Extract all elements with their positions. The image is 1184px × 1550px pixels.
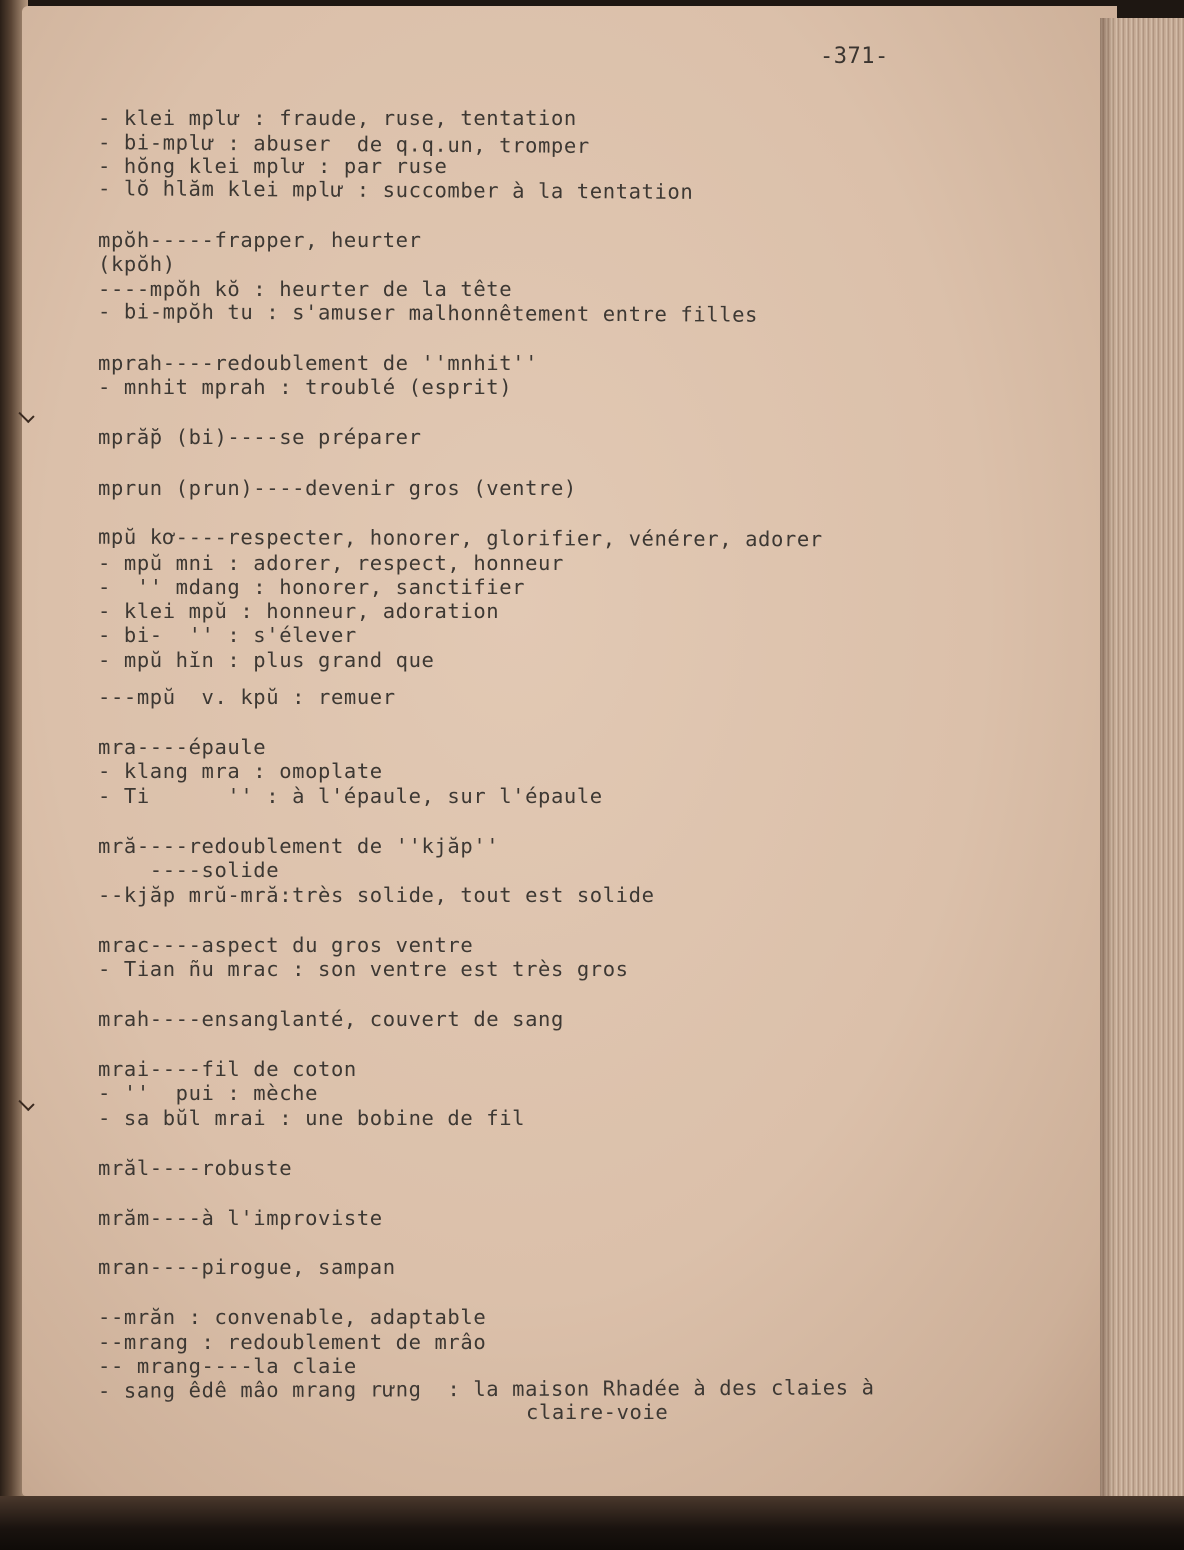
entry-headword: mrac----aspect du gros ventre [98, 933, 474, 957]
entry-headword: mran----pirogue, sampan [98, 1255, 396, 1279]
entry-line: - sang êdê mâo mrang rưng : la maison Rhadée à des claies à [97, 1375, 875, 1403]
entry-line: - sa bŭl mrai : une bobine de fil [98, 1106, 526, 1130]
entry-headword: mrăm----à l'improviste [98, 1206, 383, 1230]
entry-line: - '' pui : mèche [98, 1081, 319, 1105]
entry-line: - mnhit mprah : troublé (esprit) [98, 375, 513, 399]
page-stack-edge [1100, 18, 1184, 1510]
entry-line: - lŏ hlăm klei mplư : succomber à la tentation [97, 176, 694, 204]
entry-line-continuation: claire-voie [526, 1400, 669, 1424]
entry-line: --mrang : redoublement de mrâo [98, 1330, 487, 1354]
entry-line: - Ti '' : à l'épaule, sur l'épaule [98, 784, 603, 808]
page-number: -371- [820, 44, 889, 69]
entry-line: --mrăn : convenable, adaptable [98, 1305, 487, 1329]
entry-line: (kpŏh) [98, 252, 176, 276]
entry-line: - bi- '' : s'élever [98, 623, 357, 647]
entry-headword: mpŭ kơ----respecter, honorer, glorifier, vénérer, adorer [97, 524, 823, 552]
bottom-shadow [0, 1496, 1184, 1550]
entry-headword: mrăl----robuste [98, 1156, 293, 1180]
entry-line: - mpŭ hĭn : plus grand que [98, 648, 435, 672]
entry-line: - bi-mpŏh tu : s'amuser malhonnêtement entre filles [97, 299, 759, 327]
entry-line: ----mpŏh kŏ : heurter de la tête [98, 277, 513, 301]
entry-line: - klei mplư : fraude, ruse, tentation [98, 106, 577, 130]
entry-line: - hŏng klei mplư : par ruse [98, 154, 448, 178]
entry-headword: mră----redoublement de ''kjăp'' [98, 834, 500, 858]
entry-headword: mrai----fil de coton [98, 1057, 357, 1081]
entry-headword: mpŏh-----frapper, heurter [98, 228, 422, 252]
entry-headword: mrah----ensanglanté, couvert de sang [98, 1007, 564, 1031]
entry-headword: mra----épaule [98, 735, 267, 759]
entry-line: - '' mdang : honorer, sanctifier [98, 575, 526, 599]
entry-line: - mpŭ mni : adorer, respect, honneur [98, 551, 564, 575]
entry-line: - bi-mplư : abuser de q.q.un, tromper [97, 130, 590, 158]
entry-line: --kjăp mrŭ-mră:très solide, tout est solide [98, 883, 655, 907]
entry-headword: mprah----redoublement de ''mnhit'' [98, 351, 539, 375]
entry-line: ---mpŭ v. kpŭ : remuer [98, 685, 396, 709]
entry-line: ----solide [98, 858, 280, 882]
entry-headword: mprun (prun)----devenir gros (ventre) [98, 476, 577, 500]
entry-line: -- mrang----la claie [98, 1354, 357, 1378]
entry-line: - Tian ñu mrac : son ventre est très gros [98, 957, 629, 981]
entry-line: - klang mra : omoplate [98, 759, 383, 783]
entry-line: - klei mpŭ : honneur, adoration [98, 599, 500, 623]
entry-headword: mpră̆p (bi)----se préparer [98, 425, 422, 449]
